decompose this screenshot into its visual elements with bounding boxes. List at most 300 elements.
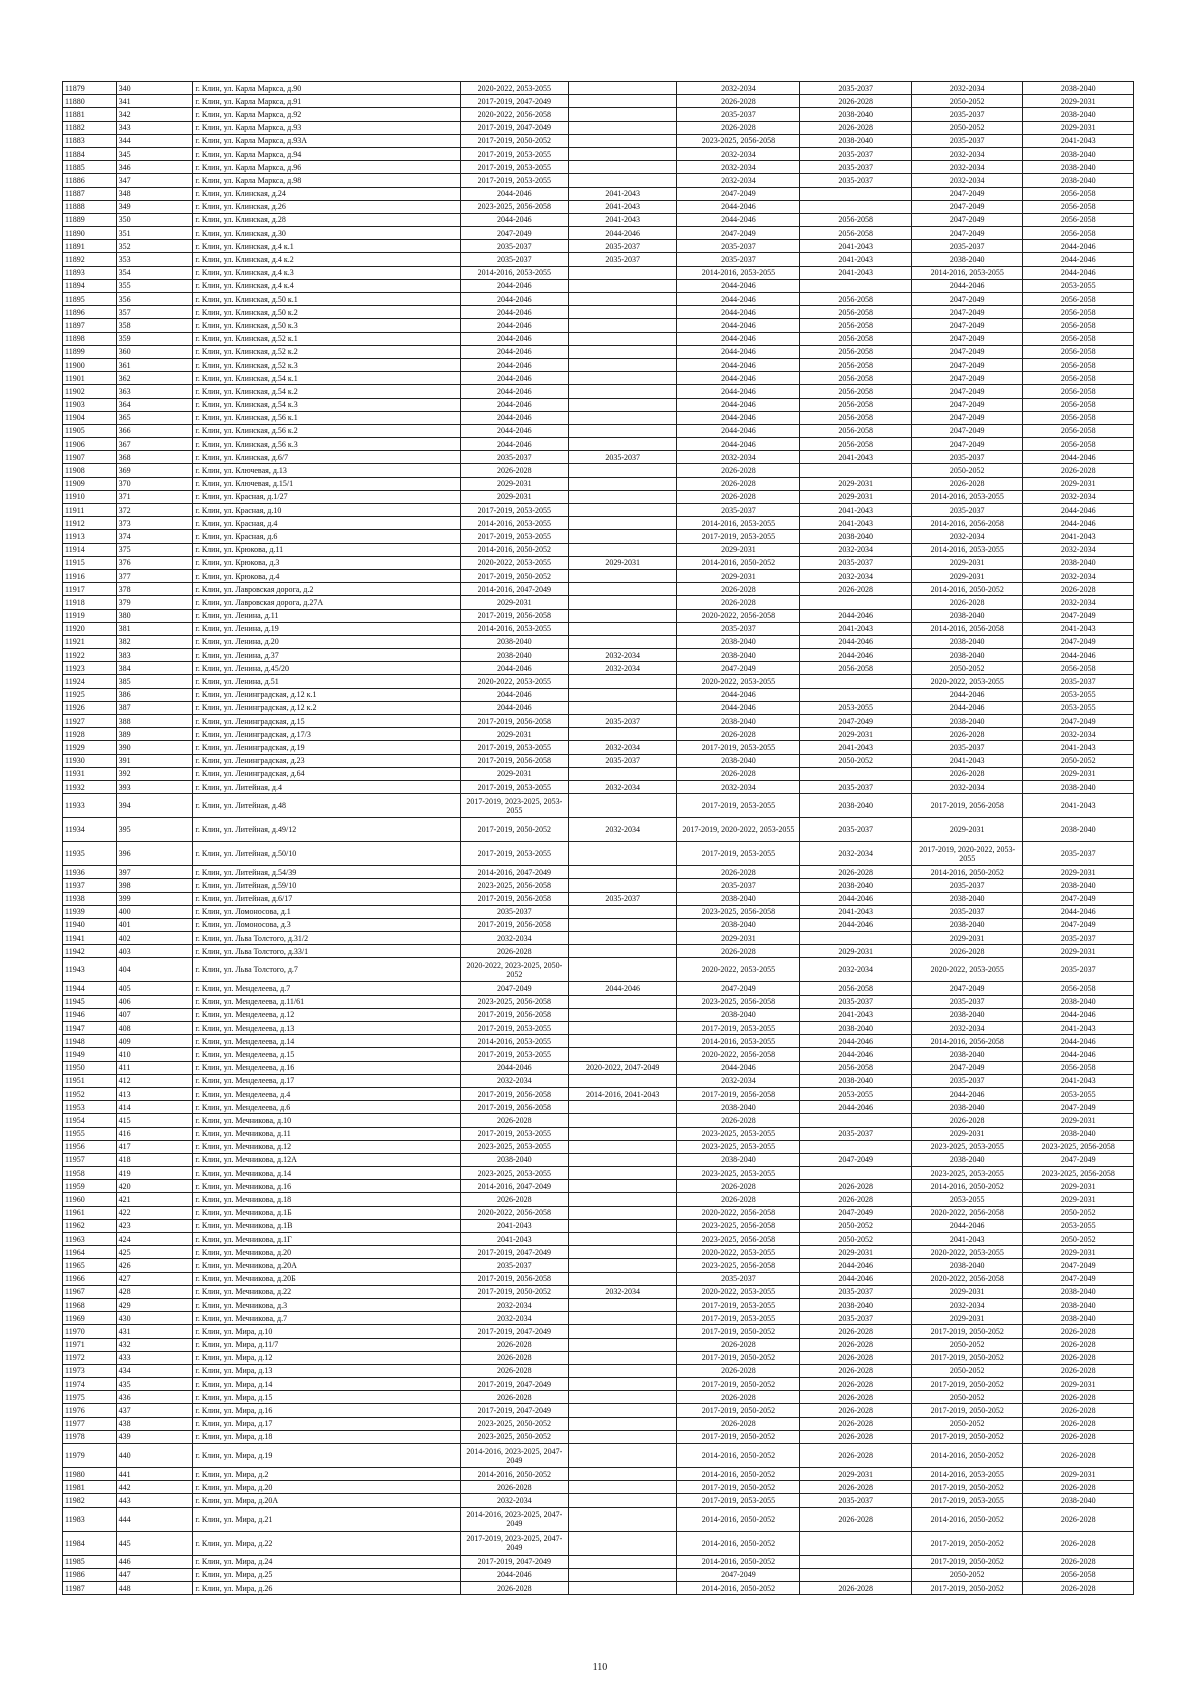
item-number-cell: 379 <box>116 596 193 609</box>
address-cell: г. Клин, ул. Мечникова, д.16 <box>193 1180 460 1193</box>
registry-id-cell: 11897 <box>63 319 117 332</box>
item-number-cell: 351 <box>116 227 193 240</box>
item-number-cell: 349 <box>116 200 193 213</box>
period-3-cell: 2014-2016, 2053-2055 <box>677 517 800 530</box>
period-4-cell: 2041-2043 <box>800 451 912 464</box>
period-3-cell: 2038-2040 <box>677 892 800 905</box>
period-2-cell <box>569 1140 677 1153</box>
period-3-cell: 2026-2028 <box>677 1417 800 1430</box>
period-2-cell <box>569 1114 677 1127</box>
period-5-cell: 2032-2034 <box>911 1298 1023 1311</box>
period-3-cell: 2023-2025, 2056-2058 <box>677 905 800 918</box>
period-4-cell: 2041-2043 <box>800 622 912 635</box>
period-1-cell: 2017-2019, 2053-2055 <box>460 504 568 517</box>
period-3-cell: 2017-2019, 2050-2052 <box>677 1325 800 1338</box>
registry-id-cell: 11907 <box>63 451 117 464</box>
period-3-cell: 2026-2028 <box>677 767 800 780</box>
period-1-cell: 2026-2028 <box>460 1481 568 1494</box>
period-4-cell: 2047-2049 <box>800 715 912 728</box>
period-3-cell: 2032-2034 <box>677 161 800 174</box>
period-5-cell: 2014-2016, 2050-2052 <box>911 1444 1023 1468</box>
period-6-cell: 2032-2034 <box>1023 490 1134 503</box>
period-4-cell: 2056-2058 <box>800 1061 912 1074</box>
period-2-cell <box>569 1074 677 1087</box>
table-row <box>63 767 1134 780</box>
item-number-cell: 408 <box>116 1022 193 1035</box>
period-6-cell: 2026-2028 <box>1023 583 1134 596</box>
period-1-cell: 2017-2019, 2047-2049 <box>460 121 568 134</box>
registry-id-cell: 11917 <box>63 583 117 596</box>
period-2-cell: 2035-2037 <box>569 754 677 767</box>
period-2-cell <box>569 108 677 121</box>
table-row <box>63 266 1134 279</box>
period-5-cell: 2035-2037 <box>911 451 1023 464</box>
registry-id-cell: 11954 <box>63 1114 117 1127</box>
address-cell: г. Клин, ул. Клинская, д.52 к.2 <box>193 345 460 358</box>
period-1-cell: 2044-2046 <box>460 411 568 424</box>
address-cell: г. Клин, ул. Мира, д.14 <box>193 1378 460 1391</box>
address-cell: г. Клин, ул. Мира, д.10 <box>193 1325 460 1338</box>
period-5-cell: 2032-2034 <box>911 530 1023 543</box>
period-2-cell <box>569 1531 677 1555</box>
period-3-cell: 2023-2025, 2056-2058 <box>677 134 800 147</box>
period-3-cell: 2032-2034 <box>677 451 800 464</box>
period-2-cell: 2041-2043 <box>569 200 677 213</box>
period-1-cell: 2014-2016, 2053-2055 <box>460 1035 568 1048</box>
address-cell: г. Клин, ул. Клинская, д.54 к.2 <box>193 385 460 398</box>
period-2-cell <box>569 530 677 543</box>
table-row <box>63 345 1134 358</box>
period-3-cell: 2026-2028 <box>677 728 800 741</box>
period-6-cell: 2056-2058 <box>1023 385 1134 398</box>
period-3-cell: 2026-2028 <box>677 1180 800 1193</box>
address-cell: г. Клин, ул. Литейная, д.4 <box>193 780 460 793</box>
period-2-cell <box>569 1180 677 1193</box>
period-1-cell: 2035-2037 <box>460 253 568 266</box>
address-cell: г. Клин, ул. Мира, д.12 <box>193 1351 460 1364</box>
registry-id-cell: 11985 <box>63 1555 117 1568</box>
table-row <box>63 918 1134 931</box>
table-row <box>63 596 1134 609</box>
table-row <box>63 1581 1134 1594</box>
period-5-cell: 2017-2019, 2020-2022, 2053-2055 <box>911 842 1023 866</box>
table-row <box>63 332 1134 345</box>
period-3-cell: 2044-2046 <box>677 385 800 398</box>
period-2-cell <box>569 569 677 582</box>
period-5-cell: 2017-2019, 2053-2055 <box>911 1494 1023 1507</box>
period-3-cell: 2017-2019, 2053-2055 <box>677 1022 800 1035</box>
period-3-cell: 2044-2046 <box>677 1061 800 1074</box>
item-number-cell: 390 <box>116 741 193 754</box>
period-3-cell: 2017-2019, 2050-2052 <box>677 1430 800 1443</box>
period-5-cell: 2032-2034 <box>911 1022 1023 1035</box>
period-4-cell: 2056-2058 <box>800 424 912 437</box>
period-5-cell: 2014-2016, 2050-2052 <box>911 583 1023 596</box>
address-cell: г. Клин, ул. Клинская, д.50 к.1 <box>193 293 460 306</box>
address-cell: г. Клин, ул. Карла Маркса, д.94 <box>193 147 460 160</box>
item-number-cell: 431 <box>116 1325 193 1338</box>
period-1-cell: 2014-2016, 2047-2049 <box>460 1180 568 1193</box>
period-6-cell: 2044-2046 <box>1023 905 1134 918</box>
period-5-cell: 2047-2049 <box>911 1061 1023 1074</box>
period-1-cell: 2020-2022, 2053-2055 <box>460 556 568 569</box>
item-number-cell: 424 <box>116 1233 193 1246</box>
item-number-cell: 391 <box>116 754 193 767</box>
period-6-cell: 2023-2025, 2056-2058 <box>1023 1140 1134 1153</box>
address-cell: г. Клин, ул. Мира, д.20А <box>193 1494 460 1507</box>
table-row <box>63 1061 1134 1074</box>
registry-id-cell: 11919 <box>63 609 117 622</box>
period-6-cell: 2038-2040 <box>1023 995 1134 1008</box>
item-number-cell: 448 <box>116 1581 193 1594</box>
period-1-cell: 2020-2022, 2056-2058 <box>460 108 568 121</box>
address-cell: г. Клин, ул. Мечникова, д.18 <box>193 1193 460 1206</box>
period-6-cell: 2038-2040 <box>1023 879 1134 892</box>
address-cell: г. Клин, ул. Менделеева, д.11/61 <box>193 995 460 1008</box>
table-row <box>63 932 1134 945</box>
period-5-cell: 2038-2040 <box>911 715 1023 728</box>
period-6-cell: 2026-2028 <box>1023 1531 1134 1555</box>
period-4-cell: 2026-2028 <box>800 1378 912 1391</box>
period-4-cell: 2035-2037 <box>800 1312 912 1325</box>
period-1-cell: 2044-2046 <box>460 438 568 451</box>
item-number-cell: 380 <box>116 609 193 622</box>
address-cell: г. Клин, ул. Карла Маркса, д.91 <box>193 95 460 108</box>
table-row <box>63 1404 1134 1417</box>
period-4-cell: 2026-2028 <box>800 866 912 879</box>
address-cell: г. Клин, ул. Мечникова, д.1В <box>193 1219 460 1232</box>
item-number-cell: 443 <box>116 1494 193 1507</box>
table-row <box>63 945 1134 958</box>
address-cell: г. Клин, ул. Ключевая, д.13 <box>193 464 460 477</box>
item-number-cell: 446 <box>116 1555 193 1568</box>
period-5-cell: 2014-2016, 2050-2052 <box>911 866 1023 879</box>
period-1-cell: 2035-2037 <box>460 905 568 918</box>
period-4-cell: 2026-2028 <box>800 1325 912 1338</box>
registry-id-cell: 11956 <box>63 1140 117 1153</box>
address-cell: г. Клин, ул. Мечникова, д.14 <box>193 1167 460 1180</box>
item-number-cell: 426 <box>116 1259 193 1272</box>
period-2-cell: 2044-2046 <box>569 982 677 995</box>
period-5-cell: 2035-2037 <box>911 1074 1023 1087</box>
period-4-cell: 2056-2058 <box>800 306 912 319</box>
table-row <box>63 1101 1134 1114</box>
period-6-cell: 2044-2046 <box>1023 504 1134 517</box>
item-number-cell: 342 <box>116 108 193 121</box>
period-4-cell <box>800 279 912 292</box>
period-5-cell: 2014-2016, 2050-2052 <box>911 1507 1023 1531</box>
item-number-cell: 358 <box>116 319 193 332</box>
period-4-cell: 2041-2043 <box>800 517 912 530</box>
period-1-cell: 2044-2046 <box>460 306 568 319</box>
period-6-cell: 2032-2034 <box>1023 569 1134 582</box>
address-cell: г. Клин, ул. Лавровская дорога, д.2 <box>193 583 460 596</box>
period-1-cell: 2029-2031 <box>460 728 568 741</box>
item-number-cell: 359 <box>116 332 193 345</box>
period-6-cell: 2032-2034 <box>1023 596 1134 609</box>
period-6-cell: 2026-2028 <box>1023 464 1134 477</box>
period-2-cell: 2032-2034 <box>569 780 677 793</box>
period-5-cell: 2047-2049 <box>911 345 1023 358</box>
period-5-cell: 2038-2040 <box>911 1101 1023 1114</box>
registry-id-cell: 11932 <box>63 780 117 793</box>
period-5-cell: 2050-2052 <box>911 1338 1023 1351</box>
table-row <box>63 609 1134 622</box>
item-number-cell: 434 <box>116 1364 193 1377</box>
registry-id-cell: 11893 <box>63 266 117 279</box>
item-number-cell: 444 <box>116 1507 193 1531</box>
period-2-cell <box>569 319 677 332</box>
period-3-cell: 2044-2046 <box>677 411 800 424</box>
period-2-cell <box>569 293 677 306</box>
item-number-cell: 363 <box>116 385 193 398</box>
item-number-cell: 384 <box>116 662 193 675</box>
period-4-cell: 2026-2028 <box>800 1364 912 1377</box>
period-4-cell: 2041-2043 <box>800 253 912 266</box>
period-6-cell: 2032-2034 <box>1023 728 1134 741</box>
period-1-cell: 2026-2028 <box>460 1364 568 1377</box>
period-1-cell: 2017-2019, 2056-2058 <box>460 754 568 767</box>
table-row <box>63 200 1134 213</box>
address-cell: г. Клин, ул. Ленинградская, д.17/3 <box>193 728 460 741</box>
address-cell: г. Клин, ул. Литейная, д.49/12 <box>193 818 460 842</box>
period-4-cell: 2035-2037 <box>800 161 912 174</box>
period-6-cell: 2056-2058 <box>1023 438 1134 451</box>
period-3-cell: 2047-2049 <box>677 982 800 995</box>
item-number-cell: 352 <box>116 240 193 253</box>
period-5-cell: 2047-2049 <box>911 372 1023 385</box>
period-1-cell: 2044-2046 <box>460 424 568 437</box>
registry-id-cell: 11892 <box>63 253 117 266</box>
table-row <box>63 1568 1134 1581</box>
period-4-cell <box>800 1140 912 1153</box>
period-3-cell: 2038-2040 <box>677 635 800 648</box>
period-3-cell: 2017-2019, 2053-2055 <box>677 794 800 818</box>
table-row <box>63 1364 1134 1377</box>
period-5-cell: 2029-2031 <box>911 556 1023 569</box>
period-2-cell <box>569 1298 677 1311</box>
period-6-cell: 2056-2058 <box>1023 398 1134 411</box>
period-1-cell: 2029-2031 <box>460 596 568 609</box>
period-3-cell: 2026-2028 <box>677 490 800 503</box>
period-5-cell: 2017-2019, 2050-2052 <box>911 1378 1023 1391</box>
period-6-cell: 2041-2043 <box>1023 622 1134 635</box>
period-3-cell: 2038-2040 <box>677 1153 800 1166</box>
period-5-cell: 2038-2040 <box>911 649 1023 662</box>
period-6-cell: 2026-2028 <box>1023 1581 1134 1594</box>
table-row <box>63 879 1134 892</box>
registry-id-cell: 11930 <box>63 754 117 767</box>
table-row <box>63 319 1134 332</box>
period-2-cell <box>569 767 677 780</box>
period-2-cell <box>569 424 677 437</box>
period-1-cell: 2026-2028 <box>460 1351 568 1364</box>
period-4-cell: 2035-2037 <box>800 147 912 160</box>
registry-id-cell: 11943 <box>63 958 117 982</box>
address-cell: г. Клин, ул. Менделеева, д.17 <box>193 1074 460 1087</box>
period-2-cell: 2032-2034 <box>569 649 677 662</box>
period-2-cell <box>569 174 677 187</box>
period-1-cell: 2032-2034 <box>460 1074 568 1087</box>
period-2-cell <box>569 1351 677 1364</box>
period-1-cell: 2017-2019, 2047-2049 <box>460 1404 568 1417</box>
period-4-cell: 2026-2028 <box>800 1391 912 1404</box>
period-6-cell: 2026-2028 <box>1023 1417 1134 1430</box>
period-4-cell <box>800 675 912 688</box>
item-number-cell: 422 <box>116 1206 193 1219</box>
period-1-cell: 2044-2046 <box>460 279 568 292</box>
registry-id-cell: 11908 <box>63 464 117 477</box>
period-2-cell <box>569 398 677 411</box>
period-4-cell: 2041-2043 <box>800 905 912 918</box>
period-2-cell <box>569 1378 677 1391</box>
period-1-cell: 2044-2046 <box>460 385 568 398</box>
period-2-cell <box>569 1338 677 1351</box>
period-3-cell: 2026-2028 <box>677 1114 800 1127</box>
registry-id-cell: 11882 <box>63 121 117 134</box>
period-5-cell: 2050-2052 <box>911 1568 1023 1581</box>
period-1-cell: 2038-2040 <box>460 1153 568 1166</box>
period-5-cell: 2020-2022, 2056-2058 <box>911 1272 1023 1285</box>
period-1-cell: 2044-2046 <box>460 293 568 306</box>
period-2-cell <box>569 161 677 174</box>
period-1-cell: 2020-2022, 2053-2055 <box>460 82 568 95</box>
period-2-cell <box>569 635 677 648</box>
period-5-cell: 2035-2037 <box>911 741 1023 754</box>
registry-id-cell: 11949 <box>63 1048 117 1061</box>
table-row <box>63 905 1134 918</box>
period-6-cell: 2038-2040 <box>1023 1298 1134 1311</box>
address-cell: г. Клин, ул. Красная, д.1/27 <box>193 490 460 503</box>
period-3-cell: 2038-2040 <box>677 1101 800 1114</box>
registry-id-cell: 11925 <box>63 688 117 701</box>
period-1-cell: 2023-2025, 2053-2055 <box>460 1140 568 1153</box>
registry-id-cell: 11942 <box>63 945 117 958</box>
period-5-cell: 2029-2031 <box>911 818 1023 842</box>
period-3-cell: 2023-2025, 2056-2058 <box>677 1219 800 1232</box>
period-5-cell: 2017-2019, 2050-2052 <box>911 1325 1023 1338</box>
item-number-cell: 413 <box>116 1087 193 1100</box>
period-1-cell: 2017-2019, 2050-2052 <box>460 569 568 582</box>
period-5-cell: 2038-2040 <box>911 1153 1023 1166</box>
table-row <box>63 1153 1134 1166</box>
period-6-cell: 2056-2058 <box>1023 358 1134 371</box>
item-number-cell: 344 <box>116 134 193 147</box>
period-4-cell: 2026-2028 <box>800 95 912 108</box>
period-5-cell: 2044-2046 <box>911 1087 1023 1100</box>
period-5-cell: 2053-2055 <box>911 1193 1023 1206</box>
period-3-cell: 2044-2046 <box>677 306 800 319</box>
period-1-cell: 2026-2028 <box>460 1581 568 1594</box>
period-2-cell <box>569 1101 677 1114</box>
item-number-cell: 345 <box>116 147 193 160</box>
period-5-cell: 2014-2016, 2050-2052 <box>911 1180 1023 1193</box>
period-6-cell: 2041-2043 <box>1023 530 1134 543</box>
period-5-cell: 2050-2052 <box>911 1364 1023 1377</box>
address-cell: г. Клин, ул. Ленина, д.20 <box>193 635 460 648</box>
period-3-cell: 2017-2019, 2053-2055 <box>677 1298 800 1311</box>
period-2-cell <box>569 1325 677 1338</box>
item-number-cell: 398 <box>116 879 193 892</box>
item-number-cell: 371 <box>116 490 193 503</box>
period-2-cell <box>569 438 677 451</box>
address-cell: г. Клин, ул. Клинская, д.56 к.2 <box>193 424 460 437</box>
registry-id-cell: 11931 <box>63 767 117 780</box>
period-2-cell <box>569 583 677 596</box>
period-2-cell: 2041-2043 <box>569 187 677 200</box>
registry-id-cell: 11896 <box>63 306 117 319</box>
period-1-cell: 2029-2031 <box>460 477 568 490</box>
address-cell: г. Клин, ул. Клинская, д.4 к.1 <box>193 240 460 253</box>
period-1-cell: 2023-2025, 2056-2058 <box>460 200 568 213</box>
item-number-cell: 425 <box>116 1246 193 1259</box>
period-4-cell: 2035-2037 <box>800 82 912 95</box>
period-2-cell <box>569 95 677 108</box>
period-2-cell <box>569 596 677 609</box>
period-6-cell: 2026-2028 <box>1023 1507 1134 1531</box>
period-4-cell: 2050-2052 <box>800 1233 912 1246</box>
period-4-cell: 2032-2034 <box>800 543 912 556</box>
period-1-cell: 2035-2037 <box>460 451 568 464</box>
item-number-cell: 400 <box>116 905 193 918</box>
period-1-cell: 2044-2046 <box>460 688 568 701</box>
period-2-cell <box>569 1127 677 1140</box>
period-5-cell: 2044-2046 <box>911 688 1023 701</box>
registry-id-cell: 11958 <box>63 1167 117 1180</box>
period-6-cell: 2053-2055 <box>1023 701 1134 714</box>
address-cell: г. Клин, ул. Клинская, д.56 к.1 <box>193 411 460 424</box>
table-row <box>63 543 1134 556</box>
registry-id-cell: 11959 <box>63 1180 117 1193</box>
address-cell: г. Клин, ул. Литейная, д.6/17 <box>193 892 460 905</box>
period-2-cell <box>569 1022 677 1035</box>
period-3-cell: 2017-2019, 2053-2055 <box>677 530 800 543</box>
period-2-cell <box>569 1035 677 1048</box>
registry-id-cell: 11934 <box>63 818 117 842</box>
item-number-cell: 399 <box>116 892 193 905</box>
registry-id-cell: 11912 <box>63 517 117 530</box>
period-4-cell: 2056-2058 <box>800 411 912 424</box>
item-number-cell: 407 <box>116 1008 193 1021</box>
period-1-cell: 2023-2025, 2056-2058 <box>460 879 568 892</box>
period-2-cell <box>569 794 677 818</box>
period-3-cell: 2026-2028 <box>677 583 800 596</box>
period-2-cell <box>569 266 677 279</box>
period-4-cell: 2035-2037 <box>800 1494 912 1507</box>
period-6-cell: 2026-2028 <box>1023 1481 1134 1494</box>
period-4-cell: 2026-2028 <box>800 1507 912 1531</box>
table-row <box>63 1048 1134 1061</box>
item-number-cell: 388 <box>116 715 193 728</box>
period-1-cell: 2017-2019, 2050-2052 <box>460 134 568 147</box>
period-3-cell: 2035-2037 <box>677 622 800 635</box>
period-5-cell: 2047-2049 <box>911 319 1023 332</box>
period-2-cell: 2032-2034 <box>569 818 677 842</box>
table-row <box>63 635 1134 648</box>
period-2-cell <box>569 490 677 503</box>
item-number-cell: 445 <box>116 1531 193 1555</box>
period-5-cell: 2014-2016, 2056-2058 <box>911 622 1023 635</box>
period-4-cell <box>800 1531 912 1555</box>
registry-id-cell: 11935 <box>63 842 117 866</box>
period-3-cell: 2017-2019, 2050-2052 <box>677 1481 800 1494</box>
registry-id-cell: 11984 <box>63 1531 117 1555</box>
period-4-cell: 2056-2058 <box>800 982 912 995</box>
table-row <box>63 818 1134 842</box>
table-row <box>63 1481 1134 1494</box>
registry-id-cell: 11895 <box>63 293 117 306</box>
address-cell: г. Клин, ул. Менделеева, д.6 <box>193 1101 460 1114</box>
